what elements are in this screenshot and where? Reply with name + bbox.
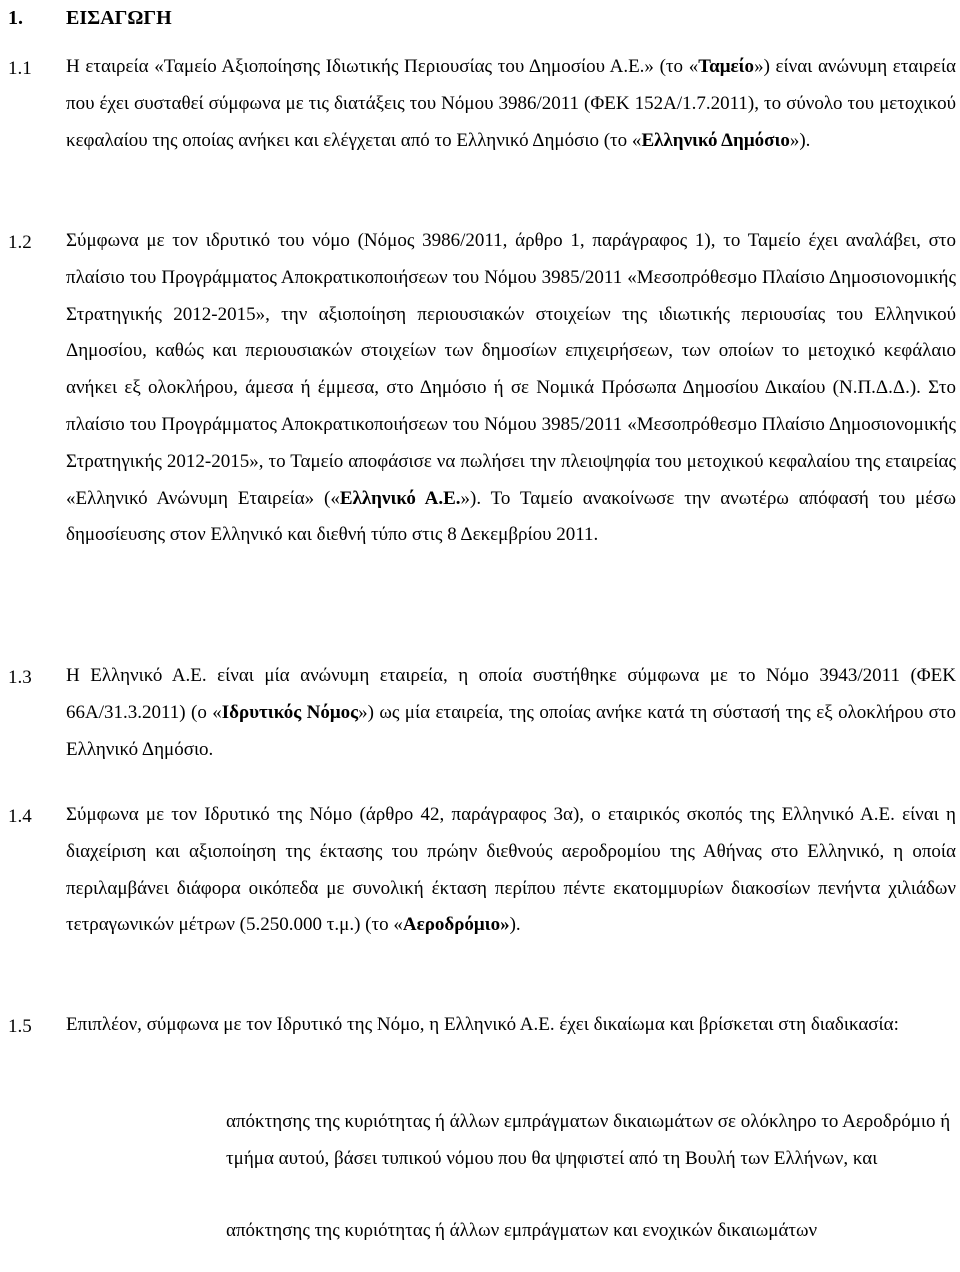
section-title: ΕΙΣΑΓΩΓΗ <box>66 7 172 29</box>
paragraph-text <box>66 658 956 768</box>
defined-term: Ελληνικό Δημόσιο <box>641 129 790 151</box>
paragraph-number: 1.2 <box>8 232 32 253</box>
text-segment: ). <box>509 914 521 936</box>
text-segment: Σύμφωνα με τον ιδρυτικό του νόμο (Νόμος 3986/2011, άρθρο 1, παράγραφος 1), το Ταμείο έχει αναλάβει, στο πλαίσιο του Προγράμματος Αποκρατικοποιήσεων του Νόμου 3985/2011 «Μεσοπρόθεσμο Πλαίσιο Δημοσιονομικής Στρατηγικής 2012-2015», την αξιοποίηση περιουσιακών στοιχείων της ιδιωτικής περιουσίας του Ελληνικού Δημοσίου, καθώς και περιουσιακών στοιχείων των δημοσίων επιχειρήσεων, των οποίων το μετοχικό κεφάλαιο ανήκει εξ ολοκλήρου, άμεσα ή έμμεσα, στο Δημόσιο ή σε Νομικά Πρόσωπα Δημοσίου Δικαίου (Ν.Π.Δ.Δ.). Στο πλαίσιο του Προγράμματος Αποκρατικοποιήσεων του Νόμου 3985/2011 «Μεσοπρόθεσμο Πλαίσιο Δημοσιονομικής Στρατηγικής 2012-2015», το Ταμείο αποφάσισε να πωλήσει την πλειοψηφία του μετοχικού κεφαλαίου της εταιρείας «Ελληνικό Ανώνυμη Εταιρεία» (« <box>66 230 956 509</box>
paragraph-text <box>66 1007 956 1044</box>
section-heading <box>8 6 172 30</box>
paragraph-1-5 <box>8 1016 956 1063</box>
text-segment: ») είναι ανώνυμη εταιρεία που έχει συσταθεί σύμφωνα με τις διατάξεις του Νόμου 3986/2011 (ΦΕΚ 152Α/1.7.2011), το σύνολο του μετοχικού κεφαλαίου της οποίας ανήκει και ελέγχεται από το Ελληνικό Δημόσιο (το « <box>66 56 956 151</box>
paragraph-text <box>66 49 956 159</box>
section-number: 1. <box>8 7 23 29</box>
text-segment: Σύμφωνα με τον Ιδρυτικό της Νόμο (άρθρο 42, παράγραφος 3α), ο εταιρικός σκοπός της Ελληνικό Α.Ε. είναι η διαχείριση και αξιοποίηση της έκτασης του πρώην διεθνούς αεροδρομίου της Αθήνας στο Ελληνικό, η οποία περιλαμβάνει διάφορα οικόπεδα με συνολική έκταση περίπου πέντε εκατομμυρίων διακοσίων πενήντα χιλιάδων τετραγωνικών μέτρων (5.250.000 τ.μ.) (το « <box>66 804 956 936</box>
paragraph-text <box>66 223 956 554</box>
paragraph-1-2 <box>8 232 956 573</box>
text-segment: ») ως μία εταιρεία, της οποίας ανήκε κατά τη σύστασή της εξ ολοκλήρου στο Ελληνικό Δημόσιο. <box>66 701 957 760</box>
subitem-text: απόκτησης της κυριότητας ή άλλων εμπράγματων και ενοχικών δικαιωμάτων <box>226 1220 818 1241</box>
paragraph-number: 1.1 <box>8 58 32 79</box>
defined-term: Ταμείο <box>698 56 755 77</box>
paragraph-1-4 <box>8 806 956 963</box>
paragraph-number: 1.3 <box>8 667 32 688</box>
text-segment: Επιπλέον, σύμφωνα με τον Ιδρυτικό της Νόμο, η Ελληνικό Α.Ε. έχει δικαίωμα και βρίσκεται στη διαδικασία: <box>66 1014 899 1035</box>
paragraph-1-3 <box>8 667 956 787</box>
text-segment: Η Ελληνικό Α.Ε. είναι μία ανώνυμη εταιρεία, η οποία συστήθηκε σύμφωνα με το Νόμο 3943/2011 (ΦΕΚ 66Α/31.3.2011) (ο « <box>66 665 956 723</box>
defined-term: Ελληνικό Α.Ε. <box>339 487 461 509</box>
subitem-2 <box>226 1222 956 1269</box>
text-segment: »). <box>789 129 811 151</box>
paragraph-number: 1.4 <box>8 806 32 827</box>
subitem-text: απόκτησης της κυριότητας ή άλλων εμπράγματων δικαιωμάτων σε ολόκληρο το Αεροδρόμιο ή τμήμα αυτού, βάσει τυπικού νόμου που θα ψηφιστεί από τη Βουλή των Ελλήνων, και <box>226 1111 951 1169</box>
defined-term: Ιδρυτικός Νόμος <box>221 701 359 723</box>
defined-term: Αεροδρόμιο» <box>402 914 510 936</box>
paragraph-number: 1.5 <box>8 1016 32 1037</box>
text-segment: Η εταιρεία «Ταμείο Αξιοποίησης Ιδιωτικής Περιουσίας του Δημοσίου Α.Ε.» (το « <box>66 56 699 77</box>
subitem-1 <box>226 1113 956 1197</box>
paragraph-text <box>66 797 956 944</box>
paragraph-1-1 <box>8 58 956 178</box>
text-segment: »). Το Ταμείο ανακοίνωσε την ανωτέρω απόφασή του μέσω δημοσίευσης στον Ελληνικό και διεθνή τύπο στις 8 Δεκεμβρίου 2011. <box>66 487 956 546</box>
